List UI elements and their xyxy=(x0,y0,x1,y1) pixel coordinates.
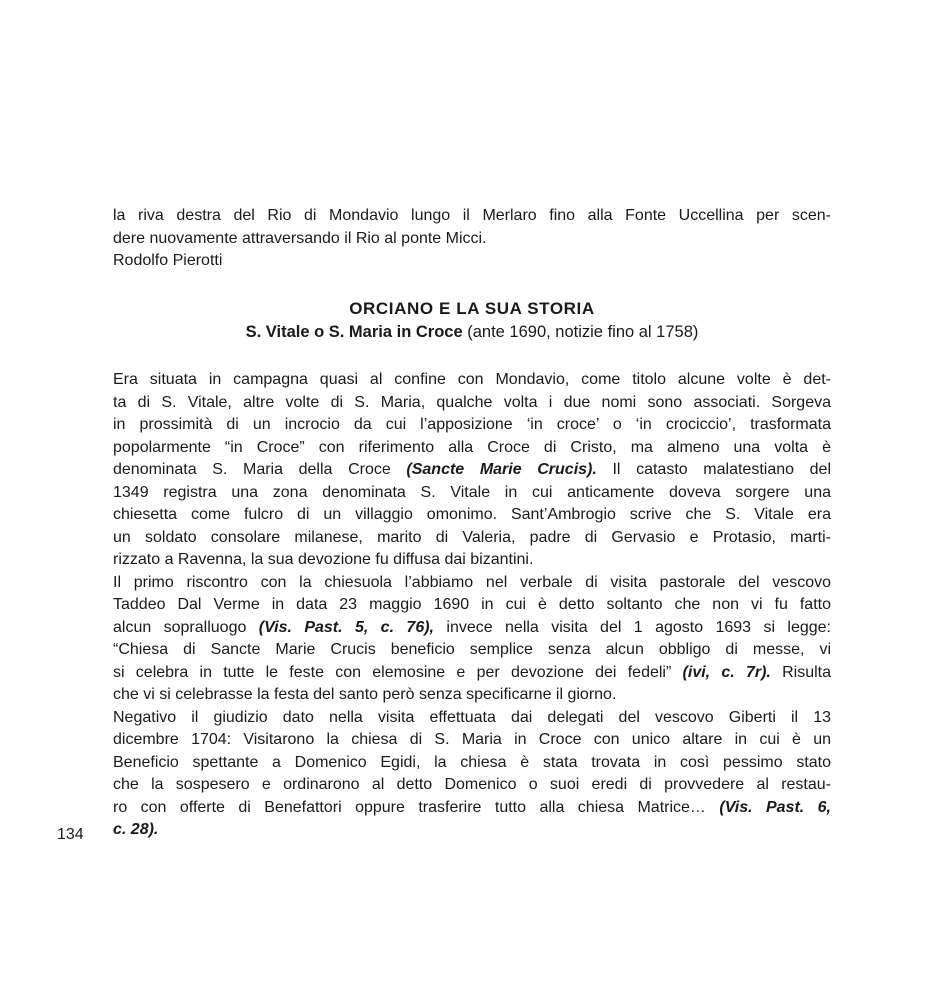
page-number: 134 xyxy=(57,826,84,843)
text-line xyxy=(113,594,831,617)
text-segment: la riva destra del Rio di Mondavio lungo il Merlaro fino alla Fonte Uccellina per scen- xyxy=(113,207,831,224)
text-segment: un soldato consolare milanese, marito di Valeria, padre di Gervasio e Protasio, marti- xyxy=(113,528,831,546)
text-line xyxy=(113,527,831,550)
text-line xyxy=(113,797,831,820)
text-segment: alcun sopralluogo xyxy=(113,618,259,636)
section-title: ORCIANO E LA SUA STORIA xyxy=(349,299,595,318)
paragraph xyxy=(113,707,831,842)
text-segment: che la sospesero e ordinarono al detto Domenico o suoi eredi di provvedere al restau- xyxy=(113,776,831,793)
text-segment: che vi si celebrasse la festa del santo però senza specificarne il giorno. xyxy=(113,686,617,703)
text-segment: dere nuovamente attraversando il Rio al ponte Micci. xyxy=(113,229,487,247)
text-line xyxy=(113,752,831,775)
text-line xyxy=(113,549,831,572)
text-line xyxy=(113,617,831,640)
text-segment: Era situata in campagna quasi al confine con Mondavio, come titolo alcune volte è det- xyxy=(113,371,831,388)
text-segment: Risulta xyxy=(770,663,831,681)
text-segment: (ante 1690, notizie fino al 1758) xyxy=(462,322,699,341)
text-segment: ro con offerte di Benefattori oppure trasferire tutto alla chiesa Matrice… xyxy=(113,798,720,816)
text-line xyxy=(113,250,831,273)
body-text xyxy=(113,369,831,842)
text-line xyxy=(113,321,831,344)
text-line xyxy=(113,707,831,730)
text-segment: dicembre 1704: Visitarono la chiesa di S. Maria in Croce con unico altare in cui è un xyxy=(113,731,831,748)
text-line xyxy=(113,729,831,752)
text-segment: (Vis. Past. 6, xyxy=(719,798,832,816)
text-line xyxy=(113,774,831,797)
text-line xyxy=(113,504,831,527)
text-segment: Rodolfo Pierotti xyxy=(113,252,223,269)
text-line xyxy=(113,437,831,460)
text-segment: ta di S. Vitale, altre volte di S. Maria, qualche volta i due nomi sono associati. Sorgeva xyxy=(113,393,831,411)
text-segment: popolarmente “in Croce” con riferimento alla Croce di Cristo, ma almeno una volta è xyxy=(113,438,831,456)
text-line xyxy=(113,459,831,482)
text-segment: (Sancte Marie Crucis). xyxy=(406,461,597,478)
paragraph xyxy=(113,572,831,707)
text-segment: denominata S. Maria della Croce xyxy=(113,461,407,478)
text-line xyxy=(113,482,831,505)
text-line xyxy=(113,414,831,437)
text-line xyxy=(113,639,831,662)
intro-paragraph xyxy=(113,205,831,273)
text-line xyxy=(113,819,831,842)
text-line xyxy=(113,228,831,251)
text-segment: Negativo il giudizio dato nella visita effettuata dai delegati del vescovo Giberti il 13 xyxy=(113,708,831,726)
text-segment: Il primo riscontro con la chiesuola l’abbiamo nel verbale di visita pastorale del vescovo xyxy=(113,573,831,591)
text-segment: Taddeo Dal Verme in data 23 maggio 1690 in cui è detto soltanto che non vi fu fatto xyxy=(113,596,831,613)
text-segment: (Vis. Past. 5, c. 76), xyxy=(258,618,434,636)
text-line xyxy=(113,205,831,228)
text-segment: Il catasto malatestiano del xyxy=(596,461,832,478)
text-segment: Beneficio spettante a Domenico Egidi, la chiesa è stata trovata in così pessimo stato xyxy=(113,753,831,771)
text-segment: 1349 registra una zona denominata S. Vitale in cui anticamente doveva sorgere una xyxy=(113,483,831,501)
text-segment: (ivi, c. 7r). xyxy=(682,663,771,681)
text-segment: rizzato a Ravenna, la sua devozione fu diffusa dai bizantini. xyxy=(113,551,534,568)
text-segment: S. Vitale o S. Maria in Croce xyxy=(245,322,463,341)
text-line xyxy=(113,392,831,415)
text-block xyxy=(113,205,831,842)
paragraph xyxy=(113,369,831,572)
text-segment: c. 28). xyxy=(113,821,159,838)
text-segment: si celebra in tutte le feste con elemosine e per devozione dei fedeli” xyxy=(113,663,683,681)
text-line xyxy=(113,684,831,707)
text-segment: chiesetta come fulcro di un villaggio omonimo. Sant’Ambrogio scrive che S. Vitale era xyxy=(113,506,831,523)
text-segment: invece nella visita del 1 agosto 1693 si legge: xyxy=(434,618,832,636)
text-segment: “Chiesa di Sancte Marie Crucis beneficio semplice senza alcun obbligo di messe, vi xyxy=(113,641,831,658)
text-segment: in prossimità di un incrocio da cui l’apposizione ‘in croce’ o ‘in crociccio’, trasformata xyxy=(113,416,831,433)
text-line xyxy=(113,369,831,392)
text-line xyxy=(113,662,831,685)
section-subtitle xyxy=(113,321,831,344)
text-line xyxy=(113,572,831,595)
